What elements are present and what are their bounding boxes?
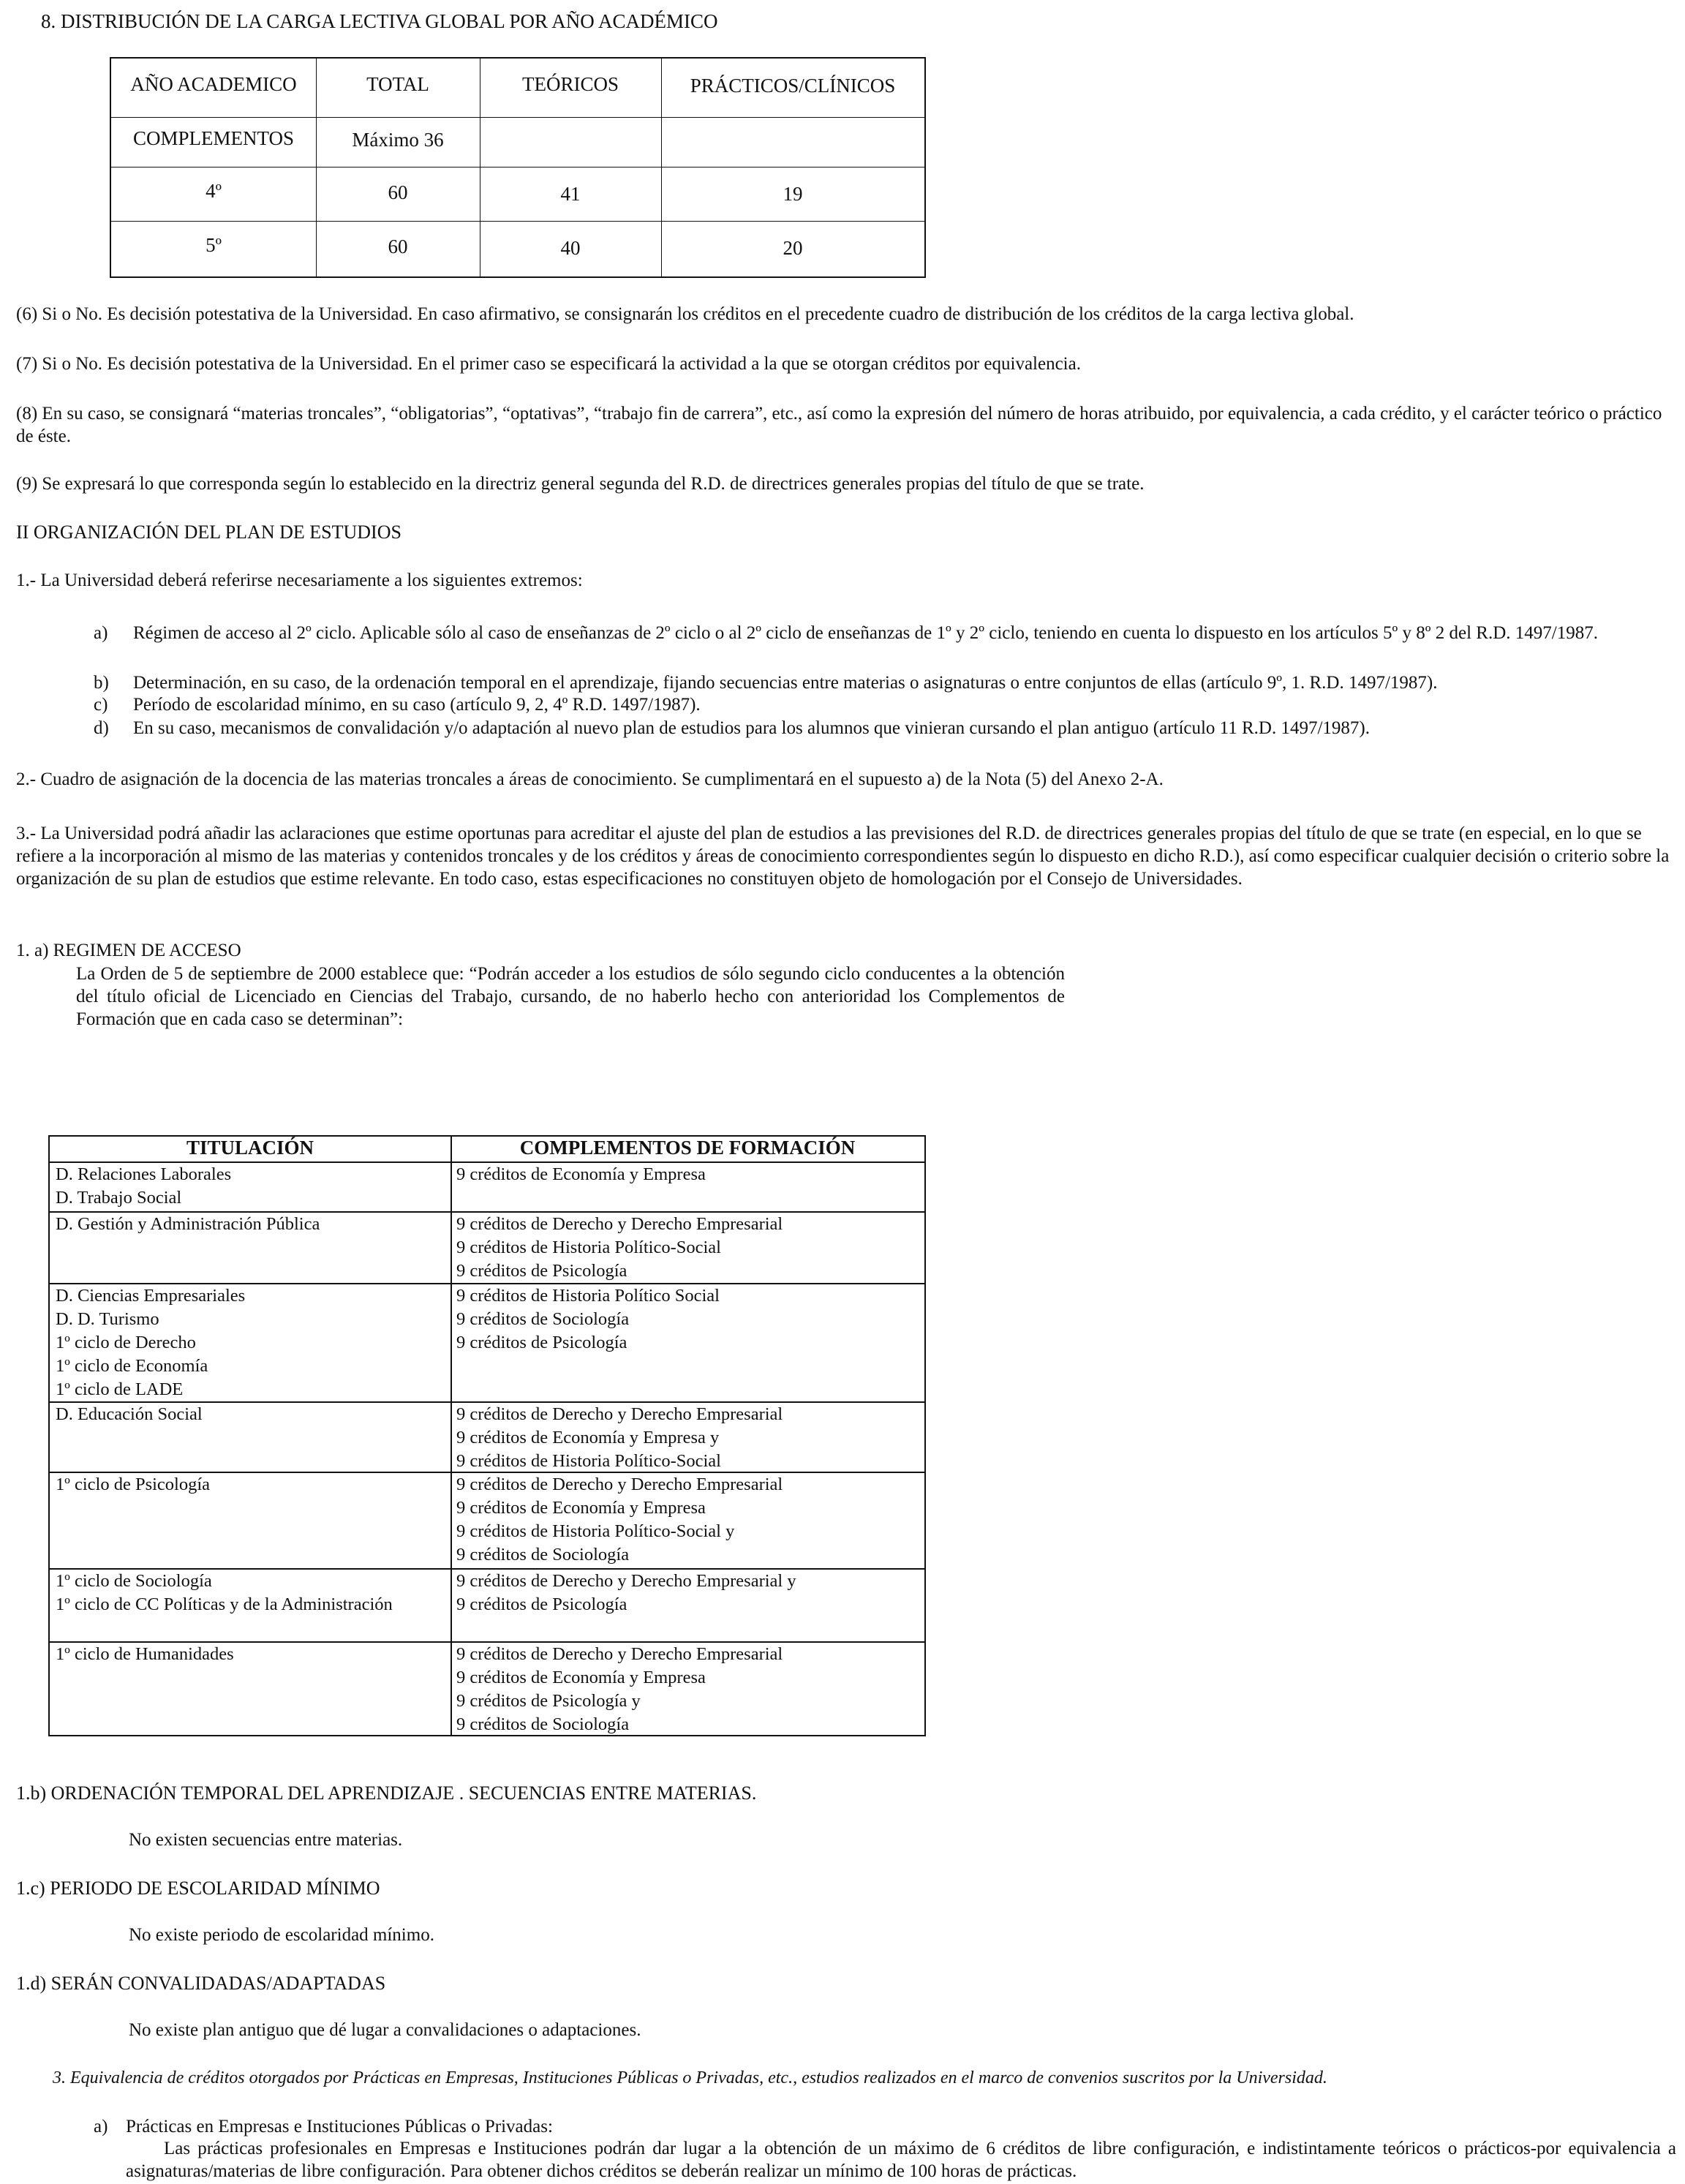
complementos-cell: 9 créditos de Derecho y Derecho Empresarial 9 créditos de Economía y Empresa 9 créditos de Historia Político-Social y 9 créditos de Sociología — [456, 1475, 783, 1564]
sec3a-title: Prácticas en Empresas e Instituciones Públicas o Privadas: — [126, 2117, 553, 2136]
titulacion-cell: D. Gestión y Administración Pública — [56, 1214, 320, 1234]
list-item: Determinación, en su caso, de la ordenación temporal en el aprendizaje, fijando secuencias entre materias o asignaturas o entre conjuntos de ellas (artículo 9º, 1. R.D. 1497/1987). — [133, 673, 1438, 693]
titulacion-header: TITULACIÓN — [186, 1137, 314, 1159]
table-cell: 4º — [206, 180, 222, 202]
complementos-cell: 9 créditos de Derecho y Derecho Empresarial y 9 créditos de Psicología — [456, 1571, 796, 1614]
list-item: Régimen de acceso al 2º ciclo. Aplicable sólo al caso de enseñanzas de 2º ciclo o al 2º ciclo de enseñanzas de 1º y 2º ciclo, teniendo en cuenta lo dispuesto en los artículos 5º y 8º 2 del R.D. 1497/1987. — [133, 623, 1598, 643]
note-9: (9) Se expresará lo que corresponda según lo establecido en la directriz general segunda del R.D. de directrices generales propias del título de que se trate. — [16, 474, 1145, 494]
complementos-cell: 9 créditos de Historia Político Social 9 créditos de Sociología 9 créditos de Psicología — [456, 1286, 720, 1352]
titulacion-cell: D. Educación Social — [56, 1404, 203, 1424]
regimen-acceso-text: La Orden de 5 de septiembre de 2000 establece que: “Podrán acceder a los estudios de sólo segundo ciclo conducentes a la obtención del título oficial de Licenciado en Ciencias del Trabajo, cursando, de no haberlo hecho con anterioridad los Complementos de Formación que en cada caso se determinan”: — [76, 964, 1065, 1029]
titulacion-cell: 1º ciclo de Sociología 1º ciclo de CC Políticas y de la Administración — [56, 1571, 393, 1614]
item-2: 2.- Cuadro de asignación de la docencia de las materias troncales a áreas de conocimiento. Se cumplimentará en el supuesto a) de la Nota (5) del Anexo 2-A. — [16, 769, 1164, 789]
section-1c-title: 1.c) PERIODO DE ESCOLARIDAD MÍNIMO — [16, 1878, 380, 1899]
sec3a-letter: a) — [94, 2117, 108, 2136]
table-cell: COMPLEMENTOS — [132, 127, 295, 149]
table-cell: 41 — [560, 183, 581, 205]
note-7: (7) Si o No. Es decisión potestativa de la Universidad. En el primer caso se especificará la actividad a la que se otorgan créditos por equivalencia. — [16, 354, 1081, 374]
titulacion-cell: D. Ciencias Empresariales D. D. Turismo 1º ciclo de Derecho 1º ciclo de Economía 1º ciclo de LADE — [56, 1286, 246, 1399]
table-cell: 40 — [560, 237, 581, 259]
titulacion-cell: 1º ciclo de Humanidades — [56, 1644, 234, 1664]
list-item: En su caso, mecanismos de convalidación y/o adaptación al nuevo plan de estudios para los alumnos que vinieran cursando el plan antiguo (artículo 11 R.D. 1497/1987). — [133, 718, 1371, 738]
note-8: (8) En su caso, se consignará “materias troncales”, “obligatorias”, “optativas”, “trabajo fin de carrera”, etc., así como la expresión del número de horas atribuido, por equivalencia, a cada crédito, y el carácter teórico o práctico de éste. — [16, 404, 1662, 446]
complementos-header: COMPLEMENTOS DE FORMACIÓN — [519, 1137, 856, 1159]
header-cell: AÑO ACADEMICO — [130, 73, 297, 95]
complementos-cell: 9 créditos de Derecho y Derecho Empresarial 9 créditos de Historia Político-Social 9 créditos de Psicología — [456, 1214, 783, 1281]
section-1d-text: No existe plan antiguo que dé lugar a convalidaciones o adaptaciones. — [129, 2020, 641, 2040]
list-letter: a) — [94, 623, 108, 643]
list-item: Período de escolaridad mínimo, en su caso (artículo 9, 2, 4º R.D. 1497/1987). — [133, 695, 701, 715]
section-1d-title: 1.d) SERÁN CONVALIDADAS/ADAPTADAS — [16, 1973, 386, 1994]
header-cell: PRÁCTICOS/CLÍNICOS — [690, 75, 896, 97]
header-cell: TOTAL — [366, 73, 429, 95]
section-1b-title: 1.b) ORDENACIÓN TEMPORAL DEL APRENDIZAJE . SECUENCIAS ENTRE MATERIAS. — [16, 1782, 757, 1804]
table-cell: Máximo 36 — [352, 129, 444, 151]
section-8-title: 8. DISTRIBUCIÓN DE LA CARGA LECTIVA GLOBAL POR AÑO ACADÉMICO — [41, 10, 718, 32]
section-ii-title: II ORGANIZACIÓN DEL PLAN DE ESTUDIOS — [16, 521, 402, 543]
table-cell: 5º — [206, 234, 222, 256]
section-1c-text: No existe periodo de escolaridad mínimo. — [129, 1925, 434, 1945]
table-cell: 60 — [388, 236, 408, 257]
titulacion-cell: 1º ciclo de Psicología — [56, 1475, 211, 1494]
list-letter: b) — [94, 673, 109, 693]
list-letter: d) — [94, 718, 109, 738]
section-3-title: 3. Equivalencia de créditos otorgados por Prácticas en Empresas, Instituciones Públicas o Privadas, etc., estudios realizados en el marco de convenios suscritos por la Universidad. — [53, 2068, 1327, 2087]
table-cell: 60 — [388, 181, 408, 203]
complementos-table — [48, 1135, 926, 1736]
section-1b-text: No existen secuencias entre materias. — [129, 1830, 403, 1850]
header-cell: TEÓRICOS — [521, 73, 619, 95]
item-1-intro: 1.- La Universidad deberá referirse necesariamente a los siguientes extremos: — [16, 571, 583, 590]
table-cell: 19 — [783, 183, 803, 205]
note-6: (6) Si o No. Es decisión potestativa de la Universidad. En caso afirmativo, se consignarán los créditos en el precedente cuadro de distribución de los créditos de la carga lectiva global. — [16, 304, 1354, 324]
titulacion-cell: D. Relaciones Laborales D. Trabajo Social — [56, 1164, 232, 1208]
carga-lectiva-table — [110, 57, 926, 278]
item-3: 3.- La Universidad podrá añadir las aclaraciones que estime oportunas para acreditar el ajuste del plan de estudios a las previsiones del R.D. de directrices generales propias del título de que se trate (en especial, en lo que se refiere a la incorporación al mismo de las materias y contenidos troncales y de los créditos y áreas de conocimiento correspondientes según lo dispuesto en dicho R.D.), así como especificar cualquier decisión o criterio sobre la organización de su plan de estudios que estime relevante. En todo caso, estas especificaciones no constituyen objeto de homologación por el Consejo de Universidades. — [16, 824, 1670, 889]
complementos-cell: 9 créditos de Economía y Empresa — [456, 1164, 706, 1184]
regimen-acceso-title: 1. a) REGIMEN DE ACCESO — [16, 941, 241, 960]
complementos-cell: 9 créditos de Derecho y Derecho Empresarial 9 créditos de Economía y Empresa 9 créditos de Psicología y 9 créditos de Sociología — [456, 1644, 783, 1734]
complementos-cell: 9 créditos de Derecho y Derecho Empresarial 9 créditos de Economía y Empresa y 9 créditos de Historia Político-Social — [456, 1404, 783, 1471]
table-cell: 20 — [783, 237, 803, 259]
list-letter: c) — [94, 695, 108, 715]
sec3a-text: Las prácticas profesionales en Empresas e Instituciones podrán dar lugar a la obtención de un máximo de 6 créditos de libre configuración, e indistintamente teóricos o prácticos-por equivalencia a asignaturas/materias de libre configuración. Para obtener dichos créditos se deberán realizar un mínimo de 100 horas de prácticas. — [126, 2139, 1676, 2181]
